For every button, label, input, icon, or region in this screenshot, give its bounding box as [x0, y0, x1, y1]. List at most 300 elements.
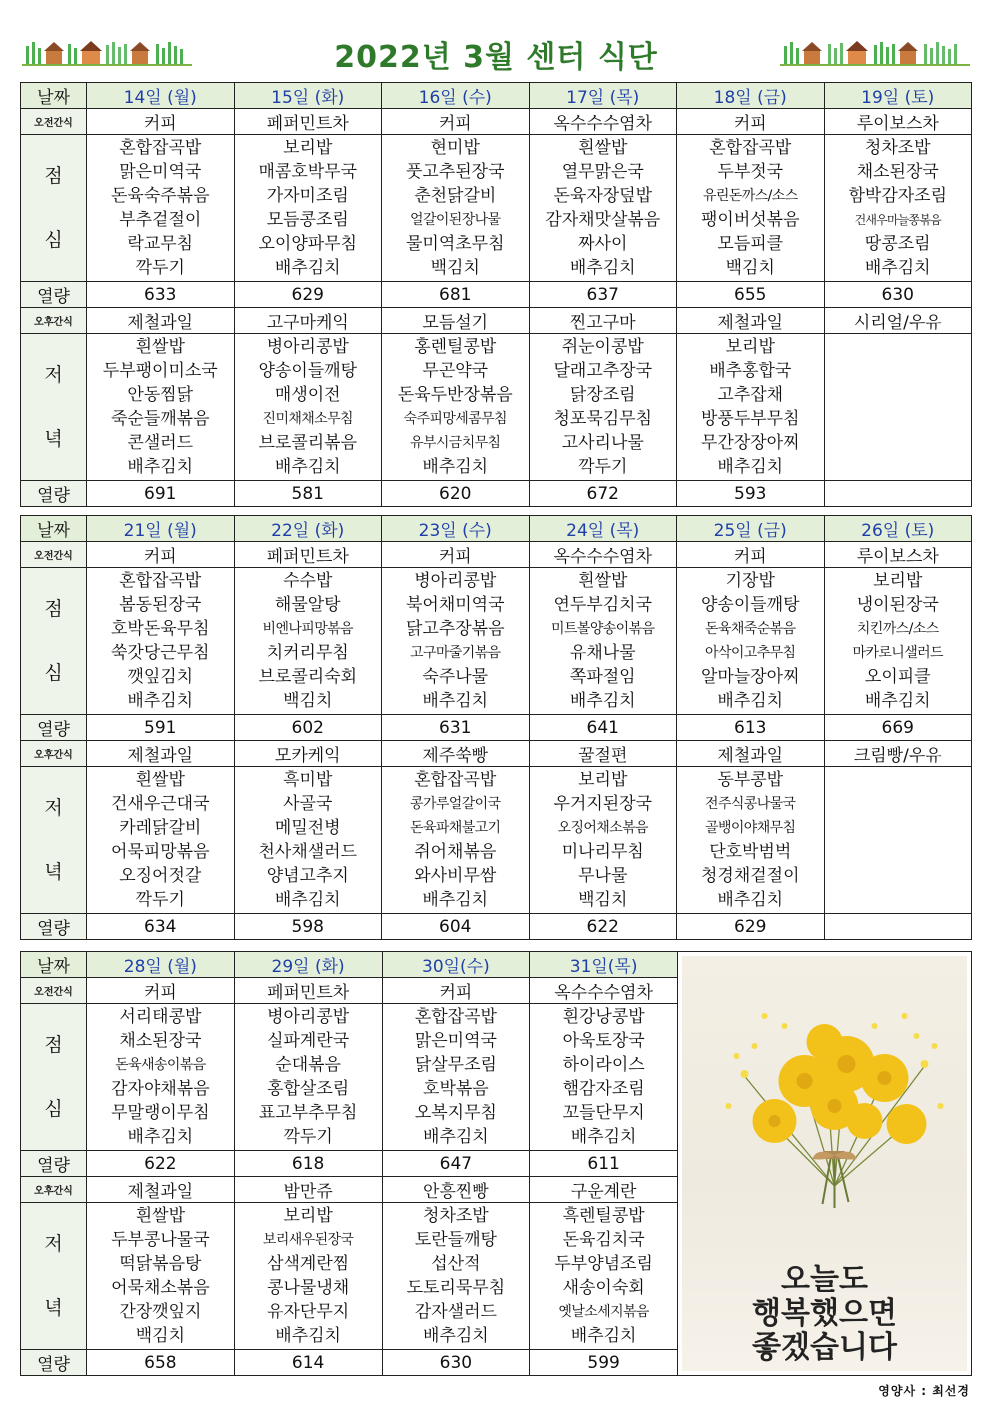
lunch-row: [21, 135, 972, 282]
menu-item: 두부팽이미소국: [102, 361, 218, 381]
lunch-cell: [234, 568, 382, 715]
menu-item: 미트볼양송이볶음: [551, 621, 655, 637]
menu-item: 청차조밥: [423, 1206, 489, 1226]
dinner-cell: [234, 334, 382, 481]
snack-cell: 커피: [87, 978, 235, 1004]
snack-cell: 모듬설기: [382, 308, 530, 334]
menu-item: 채소된장국: [119, 1031, 202, 1051]
menu-item: 알마늘장아찌: [700, 667, 800, 687]
menu-item: 유부시금치무침: [410, 435, 501, 451]
dinner-cell: [87, 334, 235, 481]
lunch-label: [21, 1004, 87, 1151]
week-3-table: [20, 951, 972, 1376]
dinner-label-1: 저: [44, 364, 63, 386]
menu-item: 흰쌀밥: [135, 1206, 186, 1226]
afternoon-snack-row: [21, 308, 972, 334]
lunch-cell: [234, 1004, 382, 1151]
week-2-table: [20, 515, 972, 940]
menu-item: 오이피클: [864, 667, 931, 687]
snack-cell: 커피: [87, 542, 235, 568]
menu-item: 돈육숙주볶음: [110, 186, 210, 206]
menu-item: 배추김치: [422, 890, 489, 910]
menu-item: 돈육두반장볶음: [397, 385, 513, 405]
menu-item: 백김치: [578, 890, 628, 910]
date-cell: 29일 (화): [234, 952, 382, 978]
menu-item: 청포묵김무침: [553, 409, 653, 429]
menu-item: 열무맑은국: [561, 162, 644, 182]
snack-cell: 제철과일: [87, 741, 235, 767]
menu-item: 죽순들깨볶음: [110, 409, 210, 429]
menu-item: 감자채맛살볶음: [545, 210, 661, 230]
menu-item: 땅콩조림: [864, 234, 931, 254]
dinner-row: [21, 334, 972, 481]
date-cell: 21일 (월): [87, 516, 235, 542]
menu-item: 배추김치: [569, 258, 636, 278]
greeting-line: 행복했으면: [752, 1296, 897, 1331]
menu-item: 도토리묵무침: [406, 1278, 506, 1298]
menu-item: 깻잎김치: [127, 667, 194, 687]
lunch-label-2: 심: [44, 229, 63, 251]
snack-cell: 크림빵/우유: [824, 741, 972, 767]
menu-item: 배추김치: [422, 457, 489, 477]
lunch-cell: [234, 135, 382, 282]
date-row: [21, 516, 972, 542]
calories-label: 열량: [21, 1350, 87, 1376]
dinner-label-2: 녁: [44, 428, 63, 450]
menu-item: 콩나물냉채: [267, 1278, 350, 1298]
menu-item: 유린돈까스/소스: [702, 188, 798, 204]
snack-cell: 커피: [382, 109, 530, 135]
afternoon-snack-label: 오후간식: [21, 1177, 87, 1203]
flower-bouquet-icon: [682, 956, 967, 1216]
date-cell: 18일 (금): [677, 83, 825, 109]
dinner-label-1: 저: [44, 797, 63, 819]
menu-item: 섭산적: [431, 1254, 481, 1274]
menu-item: 해물알탕: [274, 595, 341, 615]
snack-cell: 고구마케익: [234, 308, 382, 334]
menu-item: 배추김치: [274, 457, 341, 477]
snack-cell: 제주쑥빵: [382, 741, 530, 767]
dinner-calories-row: [21, 481, 972, 507]
menu-item: 백김치: [135, 1326, 186, 1346]
dinner-cell: [529, 767, 677, 914]
lunch-calories-row: [21, 715, 972, 741]
lunch-cell: [382, 1004, 530, 1151]
menu-item: 오이양파무침: [258, 234, 358, 254]
menu-item: 모듬피클: [717, 234, 784, 254]
menu-item: 표고부추무침: [258, 1103, 358, 1123]
calorie-cell: 581: [234, 481, 382, 507]
menu-item: 쥐어채볶음: [414, 842, 497, 862]
menu-item: 닭장조림: [569, 385, 636, 405]
date-cell: 19일 (토): [824, 83, 972, 109]
menu-item: 양송이들깨탕: [258, 361, 358, 381]
menu-item: 청차조밥: [864, 138, 931, 158]
lunch-cell: [677, 135, 825, 282]
menu-item: 고구마줄기볶음: [410, 645, 501, 661]
menu-item: 봄동된장국: [119, 595, 202, 615]
snack-cell: 꿀절편: [529, 741, 677, 767]
menu-item: 브로콜리숙회: [258, 667, 358, 687]
calorie-cell: 691: [87, 481, 235, 507]
calories-label: 열량: [21, 914, 87, 940]
menu-item: 배추김치: [127, 691, 194, 711]
menu-item: 보리밥: [283, 138, 333, 158]
menu-item: 배추김치: [864, 691, 931, 711]
menu-item: 토란들깨탕: [414, 1230, 497, 1250]
menu-item: 보리밥: [725, 337, 775, 357]
calorie-cell: 637: [529, 282, 677, 308]
menu-item: 치커리무침: [266, 643, 349, 663]
menu-item: 춘천닭갈비: [414, 186, 497, 206]
menu-item: 북어채미역국: [405, 595, 505, 615]
calorie-cell: 602: [234, 715, 382, 741]
menu-item: 보리밥: [283, 1206, 333, 1226]
lunch-label: [21, 135, 87, 282]
calories-label: 열량: [21, 481, 87, 507]
menu-item: 물미역초무침: [405, 234, 505, 254]
menu-item: 백김치: [430, 258, 480, 278]
menu-item: 무나물: [578, 866, 628, 886]
menu-item: 맑은미역국: [414, 1031, 497, 1051]
calorie-cell: 681: [382, 282, 530, 308]
snack-cell: 제철과일: [677, 308, 825, 334]
menu-item: 숙주피망세콤무침: [403, 411, 507, 427]
menu-item: 닭살무조림: [414, 1055, 497, 1075]
menu-item: 오징어젓갈: [119, 866, 202, 886]
snack-cell: 찐고구마: [529, 308, 677, 334]
calories-label: 열량: [21, 1151, 87, 1177]
menu-item: 락교무침: [127, 234, 194, 254]
snack-cell: 제철과일: [677, 741, 825, 767]
date-cell: 31일(목): [530, 952, 678, 978]
menu-item: 깍두기: [283, 1127, 333, 1147]
menu-item: 숙주나물: [422, 667, 489, 687]
dinner-cell: [530, 1203, 678, 1350]
snack-cell: 옥수수수염차: [529, 542, 677, 568]
menu-item: 하이라이스: [562, 1055, 645, 1075]
snack-cell: 시리얼/우유: [824, 308, 972, 334]
menu-item: 진미채채소무침: [262, 411, 353, 427]
menu-item: 가자미조림: [266, 186, 349, 206]
menu-item: 깍두기: [578, 457, 628, 477]
lunch-cell: [87, 135, 235, 282]
snack-cell: 커피: [382, 978, 530, 1004]
menu-item: 기장밥: [725, 571, 775, 591]
calorie-cell: 647: [382, 1151, 530, 1177]
calorie-cell: [824, 914, 972, 940]
calorie-cell: 593: [677, 481, 825, 507]
menu-item: 배추김치: [274, 890, 341, 910]
menu-item: 비엔나피망볶음: [262, 621, 353, 637]
lunch-label-2: 심: [44, 1098, 63, 1120]
menu-item: 홍렌틸콩밥: [414, 337, 497, 357]
menu-item: 매콤호박무국: [258, 162, 358, 182]
calorie-cell: 611: [530, 1151, 678, 1177]
menu-item: 돈육김치국: [562, 1230, 645, 1250]
afternoon-snack-label: 오후간식: [21, 308, 87, 334]
menu-item: 유자단무지: [267, 1302, 350, 1322]
lunch-cell: [87, 568, 235, 715]
calorie-cell: 641: [529, 715, 677, 741]
calorie-cell: 629: [677, 914, 825, 940]
page-title: 2022년 3월 센터 식단: [334, 40, 658, 75]
menu-item: 두부젓국: [717, 162, 784, 182]
menu-item: 배추김치: [864, 258, 931, 278]
menu-item: 배추김치: [423, 1127, 489, 1147]
menu-item: 콩가루얼갈이국: [410, 796, 501, 812]
menu-item: 흑미밥: [283, 770, 333, 790]
menu-item: 삼색계란찜: [267, 1254, 350, 1274]
dinner-cell-empty: [824, 767, 972, 914]
lunch-label-2: 심: [44, 662, 63, 684]
menu-item: 혼합잡곡밥: [709, 138, 792, 158]
date-row: [21, 83, 972, 109]
menu-item: 깍두기: [135, 258, 185, 278]
menu-item: 배추김치: [569, 691, 636, 711]
menu-item: 고사리나물: [561, 433, 644, 453]
lunch-cell: [87, 1004, 235, 1151]
calorie-cell: 620: [382, 481, 530, 507]
lunch-cell: [530, 1004, 678, 1151]
menu-item: 동부콩밥: [717, 770, 784, 790]
dinner-label-2: 녁: [44, 861, 63, 883]
snack-cell: 커피: [677, 109, 825, 135]
dinner-cell: [234, 1203, 382, 1350]
morning-snack-label: 오전간식: [21, 109, 87, 135]
menu-item: 청경채겉절이: [700, 866, 800, 886]
date-cell: 16일 (수): [382, 83, 530, 109]
snack-cell: 안흥찐빵: [382, 1177, 530, 1203]
lunch-cell: [382, 135, 530, 282]
dinner-cell: [382, 334, 530, 481]
menu-item: 병아리콩밥: [266, 337, 349, 357]
morning-snack-row: [21, 542, 972, 568]
dinner-row: [21, 767, 972, 914]
menu-item: 고추잡채: [717, 385, 784, 405]
date-label: 날짜: [21, 952, 87, 978]
greeting-line: 오늘도: [781, 1262, 868, 1297]
dinner-cell: [677, 334, 825, 481]
menu-item: 브로콜리볶음: [258, 433, 358, 453]
nutritionist-credit: 영양사 : 최선경: [878, 1384, 970, 1398]
title-row: [0, 28, 992, 75]
lunch-label-1: 점: [44, 1034, 63, 1056]
date-cell: 15일 (화): [234, 83, 382, 109]
menu-item: 냉이된장국: [856, 595, 939, 615]
menu-item: 꼬들단무지: [562, 1103, 645, 1123]
menu-item: 맑은미역국: [119, 162, 202, 182]
lunch-row: [21, 568, 972, 715]
menu-item: 양념고추지: [266, 866, 349, 886]
snack-cell: 커피: [382, 542, 530, 568]
afternoon-snack-row: [21, 741, 972, 767]
calorie-cell: 622: [87, 1151, 235, 1177]
dinner-cell: [234, 767, 382, 914]
menu-item: 흰쌀밥: [578, 138, 628, 158]
menu-item: 혼합잡곡밥: [119, 138, 202, 158]
menu-item: 골뱅이야채무침: [705, 820, 796, 836]
menu-item: 건새우근대국: [110, 794, 210, 814]
snack-cell: 루이보스차: [824, 109, 972, 135]
date-cell: 17일 (목): [529, 83, 677, 109]
menu-item: 양송이들깨탕: [700, 595, 800, 615]
dinner-cell-empty: [824, 334, 972, 481]
lunch-cell: [824, 568, 972, 715]
snack-cell: 페퍼민트차: [234, 542, 382, 568]
dinner-label: [21, 767, 87, 914]
menu-item: 안동찜닭: [127, 385, 194, 405]
menu-item: 얼갈이된장나물: [410, 212, 501, 228]
menu-item: 배추김치: [127, 1127, 194, 1147]
snack-cell: 구운계란: [530, 1177, 678, 1203]
menu-item: 서리태콩밥: [119, 1007, 202, 1027]
menu-item: 흰강낭콩밥: [562, 1007, 645, 1027]
lunch-cell: [529, 568, 677, 715]
date-cell: 30일(수): [382, 952, 530, 978]
calories-label: 열량: [21, 282, 87, 308]
date-row: [21, 952, 972, 978]
menu-item: 흰쌀밥: [135, 770, 185, 790]
menu-item: 오복지무침: [414, 1103, 497, 1123]
menu-item: 현미밥: [430, 138, 480, 158]
calorie-cell: 630: [824, 282, 972, 308]
date-cell: 24일 (목): [529, 516, 677, 542]
menu-item: 햄감자조림: [562, 1079, 645, 1099]
menu-item: 깍두기: [135, 890, 185, 910]
date-label: 날짜: [21, 83, 87, 109]
menu-item: 천사채샐러드: [258, 842, 358, 862]
snack-cell: 커피: [87, 109, 235, 135]
calorie-cell: 655: [677, 282, 825, 308]
greeting-line: 좋겠습니다: [752, 1330, 897, 1365]
menu-item: 모듬콩조림: [266, 210, 349, 230]
calorie-cell: 631: [382, 715, 530, 741]
calorie-cell: 672: [529, 481, 677, 507]
menu-item: 건새우마늘쫑볶음: [854, 213, 941, 227]
menu-item: 달래고추장국: [553, 361, 653, 381]
menu-item: 홍합살조림: [267, 1079, 350, 1099]
dinner-cell: [87, 767, 235, 914]
menu-item: 채소된장국: [856, 162, 939, 182]
menu-item: 떡닭볶음탕: [119, 1254, 202, 1274]
menu-item: 치킨까스/소스: [856, 621, 939, 637]
snack-cell: 페퍼민트차: [234, 109, 382, 135]
snack-cell: 페퍼민트차: [234, 978, 382, 1004]
date-cell: 23일 (수): [382, 516, 530, 542]
menu-item: 백김치: [725, 258, 775, 278]
menu-item: 사골국: [283, 794, 333, 814]
afternoon-snack-label: 오후간식: [21, 741, 87, 767]
menu-item: 단호박범벅: [709, 842, 792, 862]
menu-item: 팽이버섯볶음: [700, 210, 800, 230]
lunch-cell: [677, 568, 825, 715]
menu-item: 배추김치: [717, 890, 784, 910]
menu-item: 와사비무쌈: [414, 866, 497, 886]
menu-item: 혼합잡곡밥: [414, 770, 497, 790]
menu-item: 병아리콩밥: [267, 1007, 350, 1027]
calorie-cell: 622: [529, 914, 677, 940]
week-1-table: [20, 82, 972, 507]
dinner-cell: [382, 1203, 530, 1350]
menu-item: 매생이전: [274, 385, 341, 405]
dinner-label: [21, 334, 87, 481]
menu-item: 쑥갓당근무침: [110, 643, 210, 663]
calorie-cell: 613: [677, 715, 825, 741]
date-cell: 25일 (금): [677, 516, 825, 542]
menu-item: 돈육채죽순볶음: [705, 621, 796, 637]
lunch-calories-row: [21, 282, 972, 308]
dinner-label: [21, 1203, 87, 1350]
calorie-cell: 599: [530, 1350, 678, 1376]
menu-item: 연두부김치국: [553, 595, 653, 615]
calorie-cell: 614: [234, 1350, 382, 1376]
menu-item: 배추홍합국: [709, 361, 792, 381]
menu-item: 어묵피망볶음: [110, 842, 210, 862]
menu-item: 어묵채소볶음: [111, 1278, 210, 1298]
menu-item: 보리밥: [873, 571, 923, 591]
menu-item: 방풍두부무침: [700, 409, 800, 429]
menu-item: 흑렌틸콩밥: [562, 1206, 645, 1226]
calorie-cell: 630: [382, 1350, 530, 1376]
menu-item: 쪽파절임: [569, 667, 636, 687]
lunch-cell: [529, 135, 677, 282]
menu-item: 우거지된장국: [553, 794, 653, 814]
menu-item: 순대볶음: [275, 1055, 341, 1075]
menu-item: 무말랭이무침: [111, 1103, 210, 1123]
calorie-cell: 591: [87, 715, 235, 741]
menu-item: 오징어채소볶음: [557, 820, 648, 836]
menu-item: 흰쌀밥: [578, 571, 628, 591]
menu-item: 혼합잡곡밥: [414, 1007, 497, 1027]
menu-item: 감자샐러드: [414, 1302, 497, 1322]
menu-item: 돈육새송이볶음: [115, 1057, 206, 1073]
menu-item: 백김치: [283, 691, 333, 711]
snack-cell: 옥수수수염차: [529, 109, 677, 135]
dinner-label-2: 녁: [44, 1297, 63, 1319]
menu-item: 호박볶음: [423, 1079, 489, 1099]
menu-item: 감자야채볶음: [111, 1079, 210, 1099]
menu-item: 쥐눈이콩밥: [561, 337, 644, 357]
lunch-cell: [382, 568, 530, 715]
menu-item: 무간장장아찌: [700, 433, 800, 453]
menu-item: 무곤약국: [422, 361, 489, 381]
menu-item: 풋고추된장국: [405, 162, 505, 182]
menu-item: 닭고추장볶음: [405, 619, 505, 639]
menu-item: 배추김치: [127, 457, 194, 477]
calorie-cell: 633: [87, 282, 235, 308]
morning-snack-row: [21, 109, 972, 135]
morning-snack-label: 오전간식: [21, 978, 87, 1004]
dinner-cell: [677, 767, 825, 914]
menu-item: 콘샐러드: [127, 433, 194, 453]
menu-item: 옛날소세지볶음: [558, 1304, 649, 1320]
date-cell: 14일 (월): [87, 83, 235, 109]
date-cell: 26일 (토): [824, 516, 972, 542]
dinner-cell: [87, 1203, 235, 1350]
menu-item: 카레닭갈비: [119, 818, 202, 838]
date-cell: 28일 (월): [87, 952, 235, 978]
snack-cell: 제철과일: [87, 308, 235, 334]
calorie-cell: 598: [234, 914, 382, 940]
menu-item: 배추김치: [717, 457, 784, 477]
menu-item: 부추겉절이: [119, 210, 202, 230]
village-right-decoration: [780, 38, 970, 66]
menu-item: 보리새우된장국: [262, 1232, 354, 1248]
calorie-cell: 658: [87, 1350, 235, 1376]
menu-item: 실파계란국: [267, 1031, 350, 1051]
menu-item: 간장깻잎지: [119, 1302, 202, 1322]
